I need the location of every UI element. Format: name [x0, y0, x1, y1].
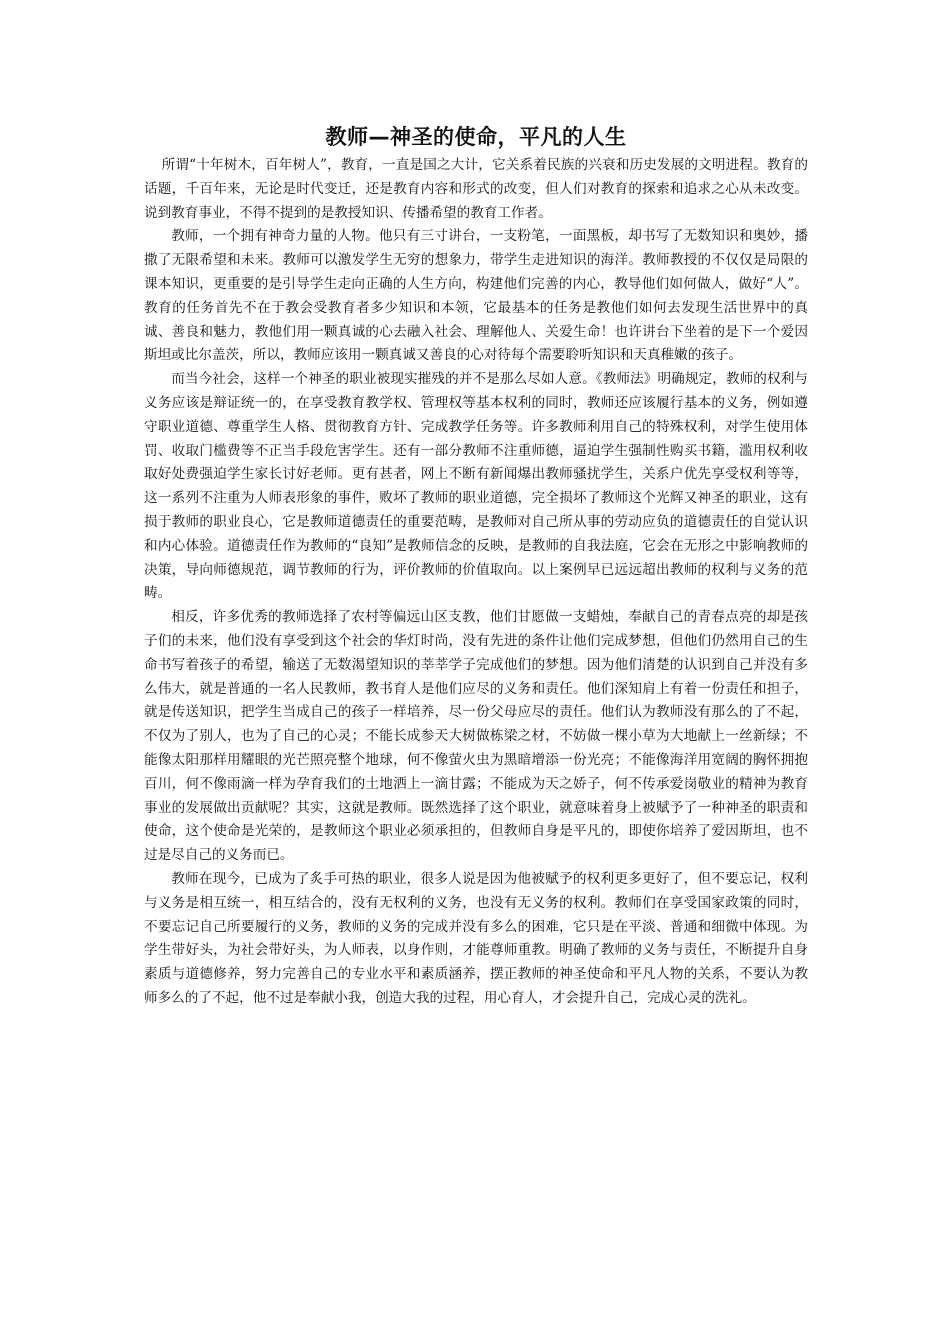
paragraph-3: 而当今社会，这样一个神圣的职业被现实摧残的并不是那么尽如人意。《教师法》明确规定，教师的权利与义务应该是辩证统一的，在享受教育教学权、管理权等基本权利的同时，教师还应该履行基本的义务，例如遵守职业道德、尊重学生人格、贯彻教育方针、完成教学任务等。许多教师利用自己的特殊权利，对学生使用体罚、收取门槛费等不正当手段危害学生。还有一部分教师不注重师德，逼迫学生强制性购买书籍，滥用权利收取好处费强迫学生家长讨好老师。更有甚者，网上不断有新闻爆出教师骚扰学生，关系户优先享受权利等等，这一系列不注重为人师表形象的事件，败坏了教师的职业道德，完全损坏了教师这个光辉又神圣的职业，这有损于教师的职业良心，它是教师道德责任的重要范畴，是教师对自己所从事的劳动应负的道德责任的自觉认识和内心体验。道德责任作为教师的“良知”是教师信念的反映，是教师的自我法庭，它会在无形之中影响教师的决策，导向师德规范，调节教师的行为，评价教师的价值取向。以上案例早已远远超出教师的权利与义务的范畴。	[144, 371, 808, 602]
paragraph-1: 所谓“十年树木，百年树人”，教育，一直是国之大计，它关系着民族的兴衰和历史发展的文明进程。教育的话题，千百年来，无论是时代变迁，还是教育内容和形式的改变，但人们对教育的探索和追求之心从未改变。说到教育事业，不得不提到的是教授知识、传播希望的教育工作者。	[144, 157, 808, 221]
page-title: 教师—神圣的使命，平凡的人生	[325, 125, 627, 149]
paragraph-4: 相反，许多优秀的教师选择了农村等偏远山区支教，他们甘愿做一支蜡烛，奉献自己的青春点亮的却是孩子们的未来，他们没有享受到这个社会的华灯时尚，没有先进的条件让他们完成梦想，但他们仍然用自己的生命书写着孩子的希望，输送了无数渴望知识的莘莘学子完成他们的梦想。因为他们清楚的认识到自己并没有多么伟大，就是普通的一名人民教师，教书育人是他们应尽的义务和责任。他们深知肩上有着一份责任和担子，就是传送知识，把学生当成自己的孩子一样培养，尽一份父母应尽的责任。他们认为教师没有那么的了不起，不仅为了别人，也为了自己的心灵；不能长成参天大树做栋梁之材，不妨做一棵小草为大地献上一丝新绿；不能像太阳那样用耀眼的光芒照亮整个地球，何不像萤火虫为黑暗增添一份光亮；不能像海洋用宽阔的胸怀拥抱百川，何不像雨滴一样为孕育我们的土地洒上一滴甘露；不能成为天之娇子，何不传承爱岗敬业的精神为教育事业的发展做出贡献呢？其实，这就是教师。既然选择了这个职业，就意味着身上被赋予了一种神圣的职责和使命，这个使命是光荣的，是教师这个职业必须承担的，但教师自身是平凡的，即使你培养了爱因斯坦，也不过是尽自己的义务而已。	[144, 609, 808, 864]
paragraph-2: 教师，一个拥有神奇力量的人物。他只有三寸讲台，一支粉笔，一面黑板，却书写了无数知识和奥妙，播撒了无限希望和未来。教师可以激发学生无穷的想象力，带学生走进知识的海洋。教师教授的不仅仅是局限的课本知识，更重要的是引导学生走向正确的人生方向，构建他们完善的内心，教导他们如何做人，做好“人”。教育的任务首先不在于教会受教育者多少知识和本领，它最基本的任务是教他们如何去发现生活世界中的真诚、善良和魅力，教他们用一颗真诚的心去融入社会、理解他人、关爱生命！也许讲台下坐着的是下一个爱因斯坦或比尔盖茨，所以，教师应该用一颗真诚又善良的心对待每个需要聆听知识和天真稚嫩的孩子。	[144, 228, 808, 364]
article-body	[144, 122, 808, 1011]
paragraph-5: 教师在现今，已成为了炙手可热的职业，很多人说是因为他被赋予的权利更多更好了，但不要忘记，权利与义务是相互统一，相互结合的，没有无权利的义务，也没有无义务的权利。教师们在享受国家政策的同时，不要忘记自己所要履行的义务，教师的义务的完成并没有多么的困难，它只是在平淡、普通和细微中体现。为学生带好头，为社会带好头，为人师表，以身作则，才能尊师重教。明确了教师的义务与责任，不断提升自身素质与道德修养，努力完善自己的专业水平和素质涵养，摆正教师的神圣使命和平凡人物的关系，不要认为教师多么的了不起，他不过是奉献小我，创造大我的过程，用心育人，才会提升自己，完成心灵的洗礼。	[144, 870, 808, 1006]
